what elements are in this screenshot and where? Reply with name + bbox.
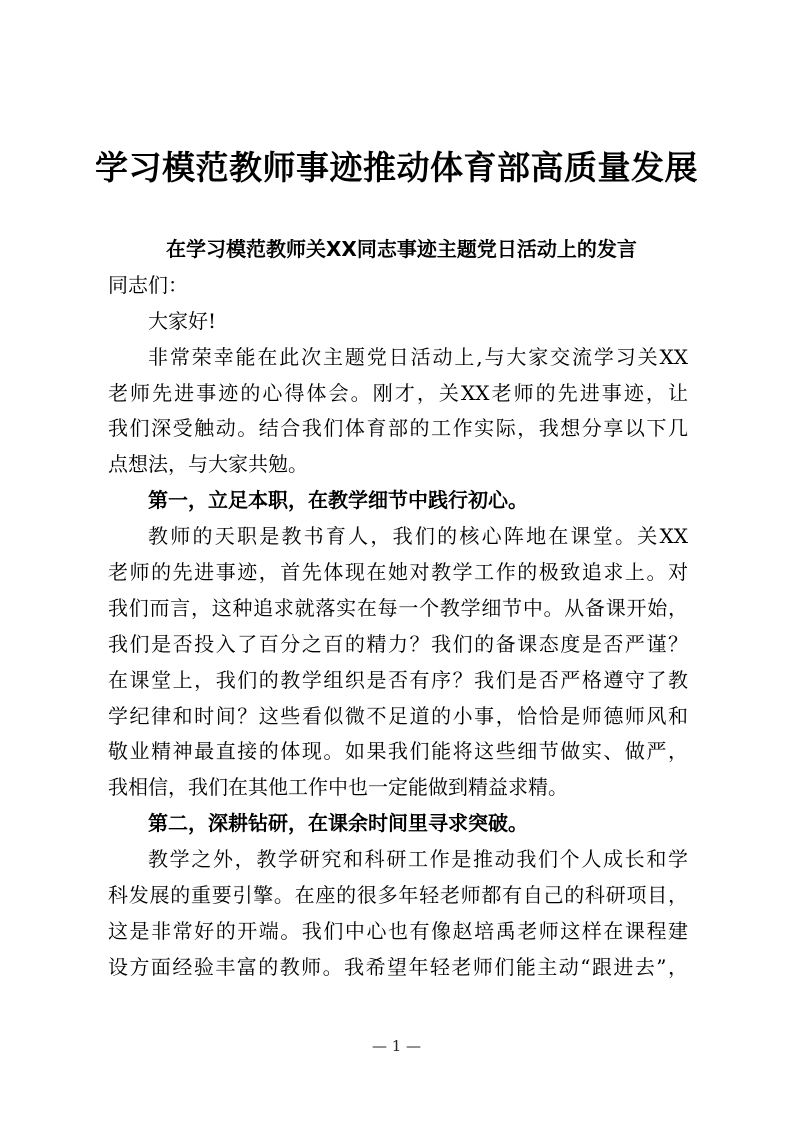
section-heading: 第二，深耕钻研，在课余时间里寻求突破。 (148, 811, 528, 836)
salutation: 同志们： (108, 272, 188, 297)
text-line: 我们是否投入了百分之百的精力？我们的备课态度是否严谨？ (108, 631, 688, 656)
text-line: 教学之外，教学研究和科研工作是推动我们个人成长和学 (148, 847, 688, 872)
text-line: 非常荣幸能在此次主题党日活动上,与大家交流学习关XX (148, 344, 688, 369)
document-title: 学习模范教师事迹推动体育部高质量发展 (95, 148, 698, 187)
text-line: 学纪律和时间？这些看似微不足道的小事，恰恰是师德师风和 (108, 703, 688, 728)
text-line: 敬业精神最直接的体现。如果我们能将这些细节做实、做严， (108, 739, 688, 764)
text-line: 这是非常好的开端。我们中心也有像赵培禹老师这样在课程建 (108, 918, 688, 943)
text-line: 在课堂上，我们的教学组织是否有序？我们是否严格遵守了教 (108, 667, 688, 692)
text-line: 老师先进事迹的心得体会。刚才，关XX老师的先进事迹，让 (108, 380, 688, 405)
text-line: 我相信，我们在其他工作中也一定能做到精益求精。 (108, 775, 568, 800)
page-number: — 1 — (371, 1037, 422, 1055)
text-line: 点想法，与大家共勉。 (108, 452, 308, 477)
section-heading: 第一，立足本职，在教学细节中践行初心。 (148, 488, 528, 513)
text-line: 教师的天职是教书育人，我们的核心阵地在课堂。关XX (148, 524, 688, 549)
text-line: 我们深受触动。结合我们体育部的工作实际，我想分享以下几 (108, 416, 688, 441)
greeting: 大家好! (148, 308, 217, 333)
document-body (108, 232, 688, 986)
paragraph-lines (108, 340, 688, 986)
document-subtitle: 在学习模范教师关XX同志事迹主题党日活动上的发言 (166, 237, 637, 261)
text-line: 我们而言，这种追求就落实在每一个教学细节中。从备课开始， (108, 595, 688, 620)
text-line: 科发展的重要引擎。在座的很多年轻老师都有自己的科研项目， (108, 883, 688, 908)
text-line: 老师的先进事迹，首先体现在她对教学工作的极致追求上。对 (108, 560, 688, 585)
text-line: 设方面经验丰富的教师。我希望年轻老师们能主动“跟进去”， (108, 954, 688, 979)
